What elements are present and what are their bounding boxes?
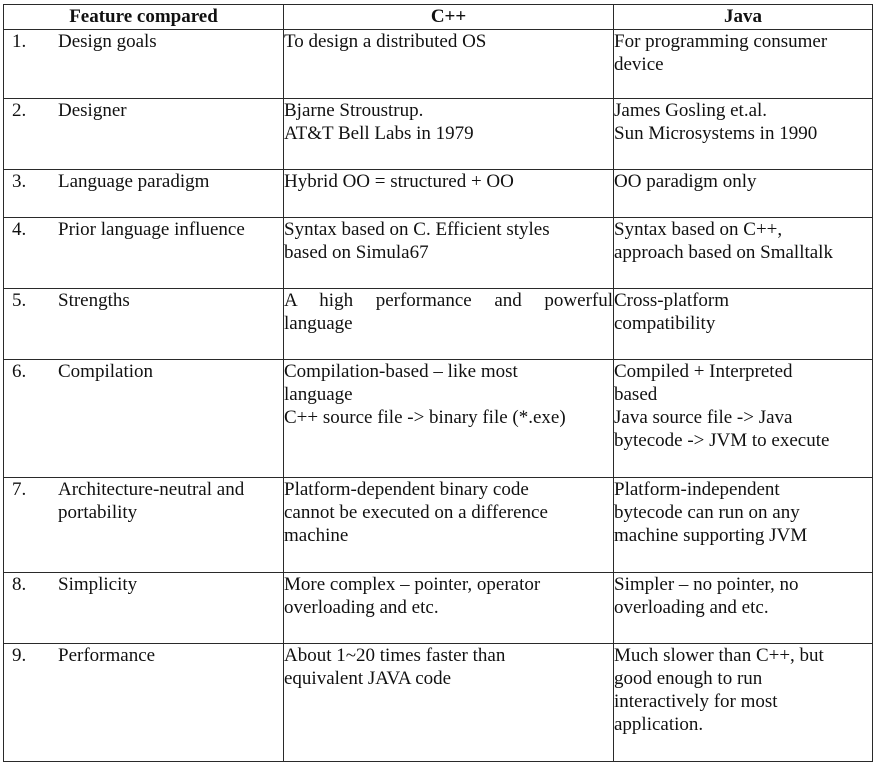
- java-text-line: compatibility: [614, 313, 716, 334]
- cpp-text-line: Bjarne Stroustrup.: [284, 100, 424, 121]
- cpp-text-line: Syntax based on C. Efficient styles: [284, 219, 550, 240]
- cpp-cell: [284, 218, 614, 289]
- comparison-table: [3, 4, 873, 762]
- java-text-line: bytecode -> JVM to execute: [614, 430, 830, 451]
- feature-name: [58, 289, 278, 312]
- cpp-cell: [284, 289, 614, 360]
- row-number: 2.: [12, 100, 27, 121]
- feature-name: [58, 218, 278, 241]
- java-text-line: Platform-independent: [614, 479, 780, 500]
- feature-text-line: Architecture-neutral and: [58, 479, 245, 500]
- java-text-line: good enough to run: [614, 668, 763, 689]
- java-text-line: Cross-platform: [614, 290, 730, 311]
- cpp-text-line: overloading and etc.: [284, 597, 439, 618]
- java-text-line: Much slower than C++, but: [614, 645, 824, 666]
- row-number: 7.: [12, 479, 27, 500]
- table-row: [4, 289, 873, 360]
- table-row: [4, 478, 873, 573]
- java-text-line: Syntax based on C++,: [614, 219, 783, 240]
- cpp-text-line: About 1~20 times faster than: [284, 645, 506, 666]
- cpp-text-line: based on Simula67: [284, 242, 429, 263]
- cpp-text-line: More complex – pointer, operator: [284, 574, 541, 595]
- feature-text-line: Design goals: [58, 31, 157, 52]
- java-text-line: overloading and etc.: [614, 597, 769, 618]
- java-cell: [614, 289, 873, 360]
- java-text-line: Sun Microsystems in 1990: [614, 123, 818, 144]
- cpp-text-line: To design a distributed OS: [284, 31, 487, 52]
- feature-cell: [4, 644, 284, 762]
- java-text-line: James Gosling et.al.: [614, 100, 768, 121]
- row-number: 4.: [12, 219, 27, 240]
- row-number: 3.: [12, 171, 27, 192]
- header-java: Java: [614, 5, 873, 30]
- cpp-cell: [284, 99, 614, 170]
- feature-name: [58, 360, 278, 383]
- feature-cell: [4, 30, 284, 99]
- table-header: [4, 5, 873, 30]
- java-text-line: based: [614, 384, 658, 405]
- cpp-text-line: AT&T Bell Labs in 1979: [284, 123, 474, 144]
- row-number: 1.: [12, 31, 27, 52]
- cpp-cell: [284, 170, 614, 218]
- java-text-line: interactively for most: [614, 691, 778, 712]
- feature-cell: [4, 289, 284, 360]
- java-cell: [614, 218, 873, 289]
- java-cell: [614, 360, 873, 478]
- java-text-line: Compiled + Interpreted: [614, 361, 793, 382]
- java-cell: [614, 478, 873, 573]
- feature-cell: [4, 360, 284, 478]
- table-row: [4, 99, 873, 170]
- cpp-cell: [284, 360, 614, 478]
- table-row: [4, 573, 873, 644]
- java-cell: [614, 30, 873, 99]
- cpp-text-line: Hybrid OO = structured + OO: [284, 171, 514, 192]
- table-row: [4, 360, 873, 478]
- row-number: 5.: [12, 290, 27, 311]
- row-number: 6.: [12, 361, 27, 382]
- java-text-line: approach based on Smalltalk: [614, 242, 833, 263]
- feature-name: [58, 99, 278, 122]
- cpp-text-line: language: [284, 313, 353, 334]
- cpp-text-line: language: [284, 384, 353, 405]
- feature-cell: [4, 573, 284, 644]
- table-row: [4, 644, 873, 762]
- feature-text-line: Prior language influence: [58, 219, 245, 240]
- java-text-line: application.: [614, 714, 704, 735]
- cpp-text-line: A high performance and powerful: [284, 290, 613, 311]
- header-feature: Feature compared: [4, 5, 284, 30]
- header-row: [4, 5, 873, 30]
- java-text-line: machine supporting JVM: [614, 525, 808, 546]
- cpp-text-line: cannot be executed on a difference: [284, 502, 548, 523]
- feature-cell: [4, 218, 284, 289]
- feature-text-line: Performance: [58, 645, 156, 666]
- feature-text-line: Simplicity: [58, 574, 138, 595]
- java-text-line: Java source file -> Java: [614, 407, 793, 428]
- feature-name: [58, 644, 278, 667]
- feature-text-line: portability: [58, 502, 138, 523]
- feature-text-line: Language paradigm: [58, 171, 210, 192]
- feature-text-line: Strengths: [58, 290, 130, 311]
- feature-name: [58, 573, 278, 596]
- feature-text-line: Compilation: [58, 361, 153, 382]
- feature-cell: [4, 99, 284, 170]
- java-text-line: bytecode can run on any: [614, 502, 800, 523]
- row-number: 8.: [12, 574, 27, 595]
- cpp-cell: [284, 30, 614, 99]
- table-row: [4, 30, 873, 99]
- table-body: [4, 30, 873, 762]
- java-text-line: device: [614, 54, 664, 75]
- cpp-cell: [284, 478, 614, 573]
- table-row: [4, 218, 873, 289]
- java-cell: [614, 170, 873, 218]
- cpp-text-line: C++ source file -> binary file (*.exe): [284, 407, 566, 428]
- java-cell: [614, 573, 873, 644]
- header-cpp: C++: [284, 5, 614, 30]
- cpp-text-line: equivalent JAVA code: [284, 668, 452, 689]
- cpp-cell: [284, 644, 614, 762]
- java-text-line: OO paradigm only: [614, 171, 757, 192]
- feature-cell: [4, 478, 284, 573]
- feature-text-line: Designer: [58, 100, 127, 121]
- java-cell: [614, 644, 873, 762]
- java-text-line: Simpler – no pointer, no: [614, 574, 799, 595]
- java-cell: [614, 99, 873, 170]
- feature-name: [58, 170, 278, 193]
- java-text-line: For programming consumer: [614, 31, 828, 52]
- feature-name: [58, 30, 278, 53]
- cpp-text-line: Platform-dependent binary code: [284, 479, 529, 500]
- feature-cell: [4, 170, 284, 218]
- cpp-text-line: machine: [284, 525, 349, 546]
- cpp-cell: [284, 573, 614, 644]
- cpp-text-line: Compilation-based – like most: [284, 361, 518, 382]
- row-number: 9.: [12, 645, 27, 666]
- feature-name: [58, 478, 278, 524]
- table-row: [4, 170, 873, 218]
